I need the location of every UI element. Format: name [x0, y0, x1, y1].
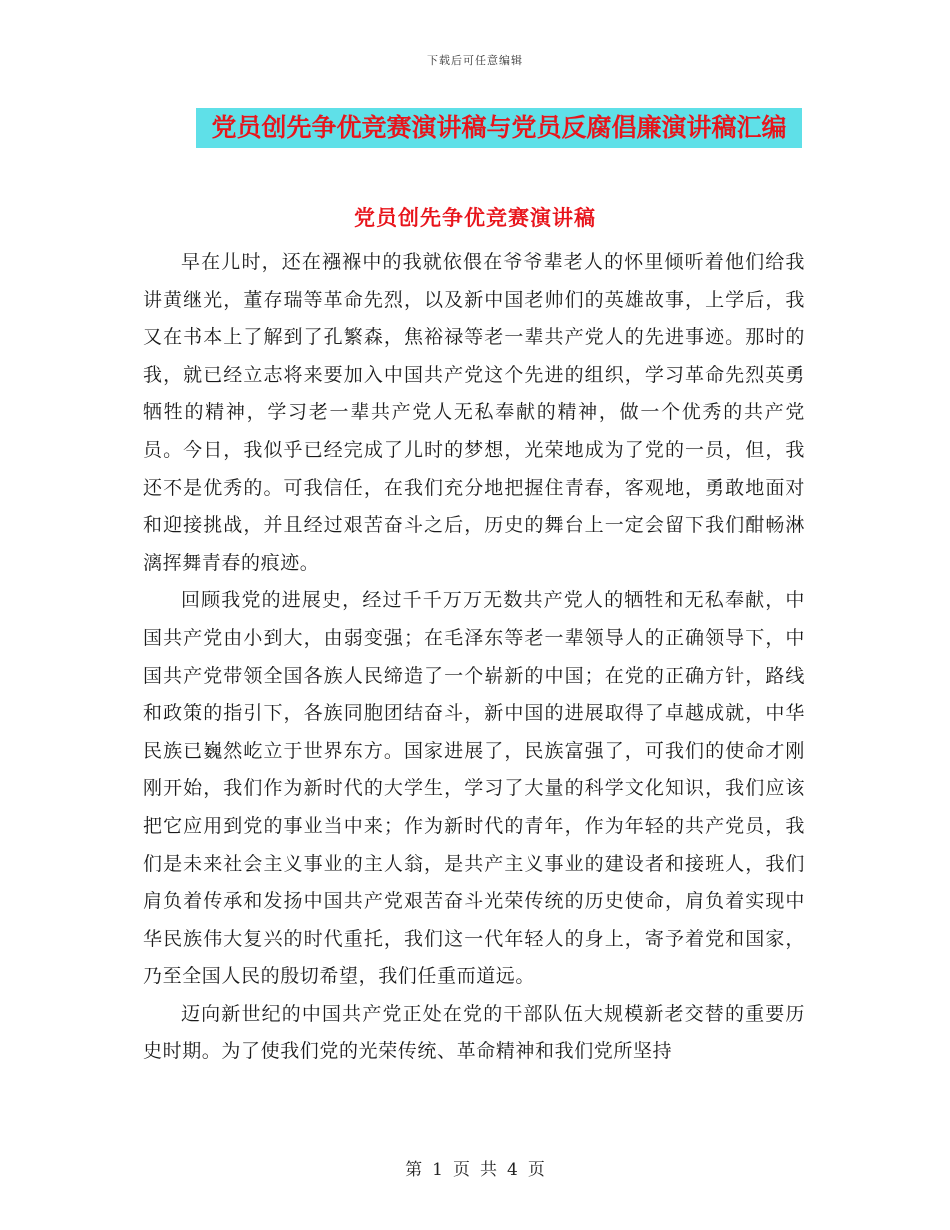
footer-page-suffix: 页: [527, 1160, 545, 1180]
footer-page-mid2: 共: [480, 1160, 497, 1180]
document-title-highlight: [196, 108, 802, 148]
document-title: 党员创先争优竞赛演讲稿与党员反腐倡廉演讲稿汇编: [211, 113, 787, 142]
section-title: 党员创先争优竞赛演讲稿: [354, 205, 596, 230]
document-body: [143, 244, 805, 1071]
footer-page-total: 4: [507, 1160, 518, 1180]
paragraph-3: 迈向新世纪的中国共产党正处在党的干部队伍大规模新老交替的重要历史时期。为了使我们党的光荣传统、革命精神和我们党所坚持: [143, 1002, 805, 1063]
page-footer: [0, 1155, 950, 1180]
footer-page-mid1: 页: [453, 1160, 470, 1180]
footer-page-number: 1: [432, 1160, 443, 1180]
footer-page-prefix: 第: [405, 1160, 423, 1180]
header-note: 下载后可任意编辑: [427, 54, 523, 67]
paragraph-1: 早在儿时，还在襁褓中的我就依偎在爷爷辈老人的怀里倾听着他们给我讲黄继光，董存瑞等革命先烈，以及新中国老帅们的英雄故事，上学后，我又在书本上了解到了孔繁森，焦裕禄等老一辈共产党人的先进事迹。那时的我，就已经立志将来要加入中国共产党这个先进的组织，学习革命先烈英勇牺牲的精神，学习老一辈共产党人无私奉献的精神，做一个优秀的共产党员。今日，我似乎已经完成了儿时的梦想，光荣地成为了党的一员，但，我还不是优秀的。可我信任，在我们充分地把握住青春，客观地，勇敢地面对和迎接挑战，并且经过艰苦奋斗之后，历史的舞台上一定会留下我们酣畅淋漓挥舞青春的痕迹。: [143, 251, 805, 574]
paragraph-2: 回顾我党的进展史，经过千千万万无数共产党人的牺牲和无私奉献，中国共产党由小到大，由弱变强；在毛泽东等老一辈领导人的正确领导下，中国共产党带领全国各族人民缔造了一个崭新的中国；在党的正确方针，路线和政策的指引下，各族同胞团结奋斗，新中国的进展取得了卓越成就，中华民族已巍然屹立于世界东方。国家进展了，民族富强了，可我们的使命才刚刚开始，我们作为新时代的大学生，学习了大量的科学文化知识，我们应该把它应用到党的事业当中来；作为新时代的青年，作为年轻的共产党员，我们是未来社会主义事业的主人翁，是共产主义事业的建设者和接班人，我们肩负着传承和发扬中国共产党艰苦奋斗光荣传统的历史使命，肩负着实现中华民族伟大复兴的时代重托，我们这一代年轻人的身上，寄予着党和国家，乃至全国人民的殷切希望，我们任重而道远。: [143, 589, 805, 988]
